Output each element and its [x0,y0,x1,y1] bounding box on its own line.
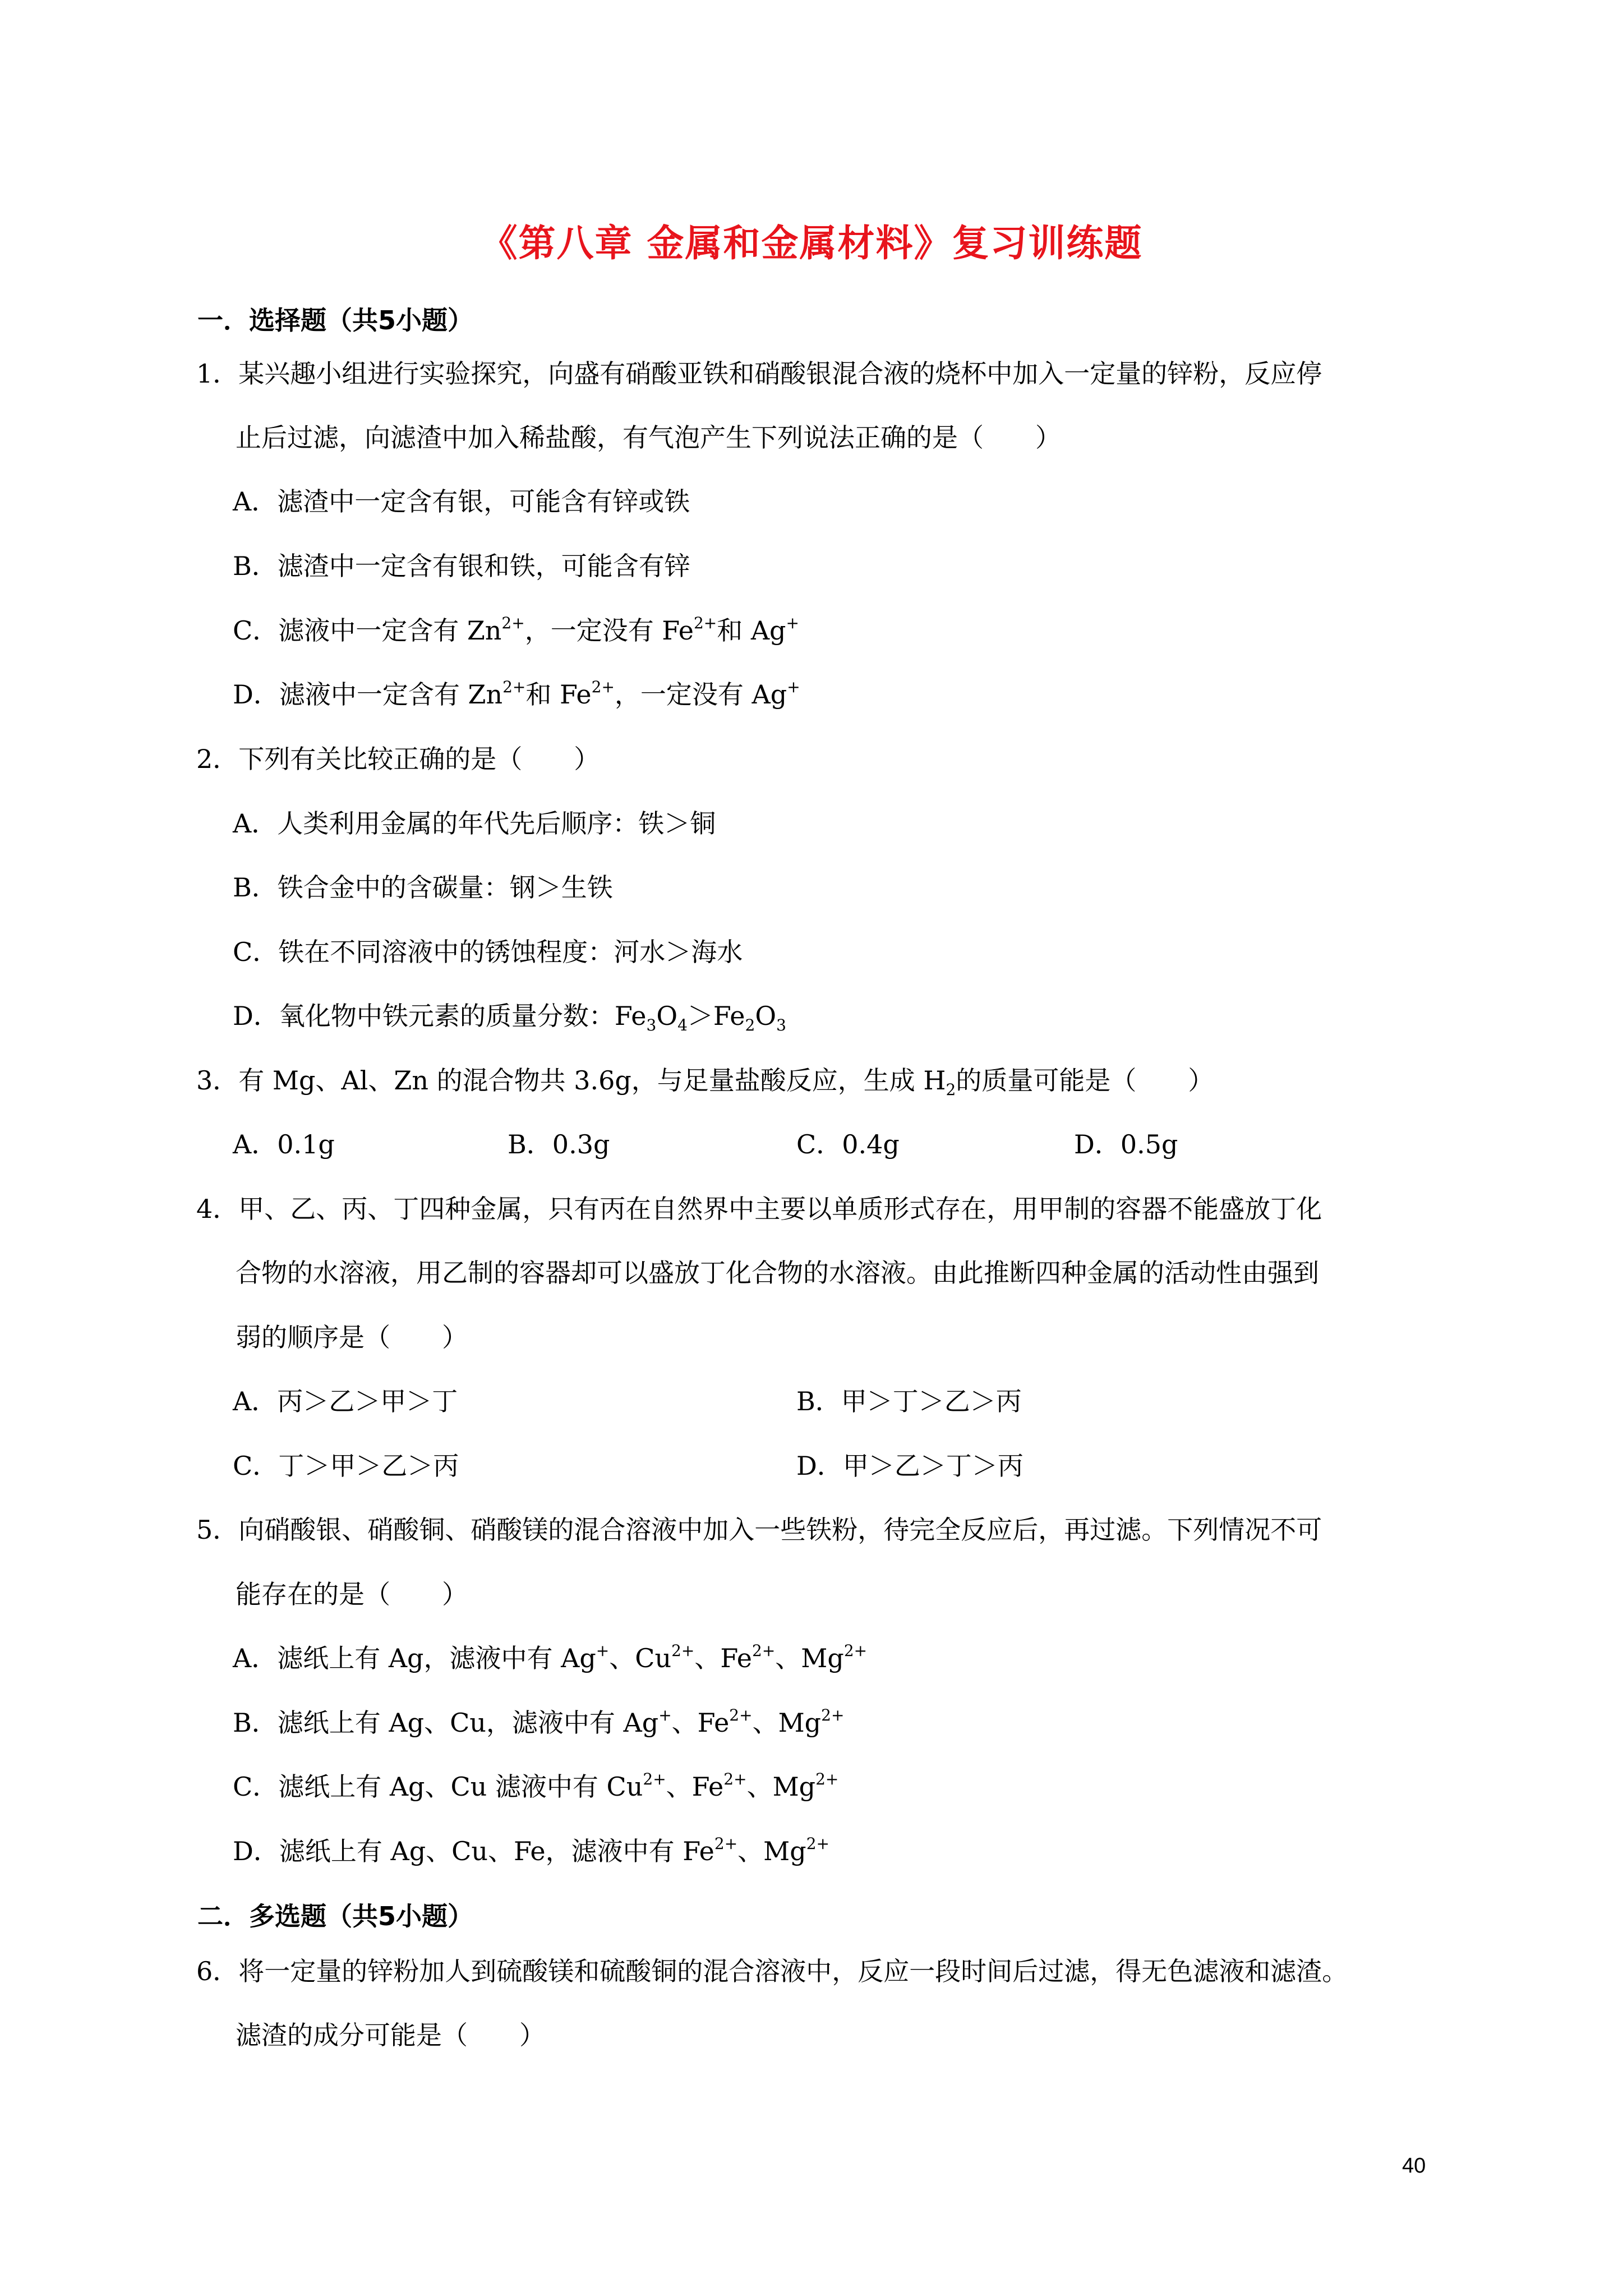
question-3-option-c: C．0.4g [796,1129,900,1159]
question-4-line-2: 合物的水溶液，用乙制的容器却可以盛放丁化合物的水溶液。由此推断四种金属的活动性由强到 [236,1258,1319,1288]
question-5-line-1: 5．向硝酸银、硝酸铜、硝酸镁的混合溶液中加入一些铁粉，待完全反应后，再过滤。下列情况不可 [196,1515,1322,1545]
question-4-option-d: D．甲＞乙＞丁＞丙 [796,1451,1023,1481]
question-1-option-c: C．滤液中一定含有 $Zn^{2+}$，一定没有 $Fe^{2+}$和 Ag+ [233,614,799,646]
question-3-option-b: B．0.3g [508,1129,610,1159]
question-2-option-c: C．铁在不同溶液中的锈蚀程度：河水＞海水 [233,937,743,967]
question-2-option-a: A．人类利用金属的年代先后顺序：铁＞铜 [233,808,716,839]
question-4-option-b: B．甲＞丁＞乙＞丙 [796,1386,1022,1416]
question-6-line-1: 6．将一定量的锌粉加人到硫酸镁和硫酸铜的混合溶液中，反应一段时间后过滤，得无色滤液和滤渣。 [196,1956,1348,1986]
question-5-option-d: D．滤纸上有 Ag、Cu、Fe，滤液中有 $Fe^{2+}$、$Mg^{2+}$ [233,1834,829,1866]
question-5-line-2: 能存在的是（ ） [236,1579,468,1609]
question-5-option-c: C．滤纸上有 Ag、Cu 滤液中有 $Cu^{2+}$、$Fe^{2+}$、$Mg^{2+}$ [233,1770,839,1802]
question-6-line-2: 滤渣的成分可能是（ ） [236,2020,545,2050]
question-3-line-1: 3．有 Mg、Al、Zn 的混合物共 3.6g，与足量盐酸反应，生成 $H_2$的质量可能是（ ） [196,1065,1214,1099]
question-2-line-1: 2．下列有关比较正确的是（ ） [196,744,600,774]
question-1-line-1: 1．某兴趣小组进行实验探究，向盛有硝酸亚铁和硝酸银混合液的烧杯中加入一定量的锌粉，反应停 [196,358,1322,389]
question-5-option-a: A．滤纸上有 Ag，滤液中有 Ag+、$Cu^{2+}$、$Fe^{2+}$、$Mg^{2+}$ [233,1641,868,1673]
question-1-option-b: B．滤渣中一定含有银和铁，可能含有锌 [233,551,690,581]
question-3-option-a: A．0.1g [233,1129,335,1159]
question-4-line-1: 4．甲、乙、丙、丁四种金属，只有丙在自然界中主要以单质形式存在，用甲制的容器不能盛放丁化 [196,1194,1322,1224]
question-4-option-c: C．丁＞甲＞乙＞丙 [233,1451,459,1481]
question-3-option-d: D．0.5g [1074,1129,1178,1159]
question-2-option-d: D．氧化物中铁元素的质量分数：$Fe_3O_4>Fe_2O_3$ [233,1001,786,1034]
page-number: 40 [1402,2154,1426,2178]
section-heading-multi-select: 二．多选题（共5小题） [197,1901,474,1931]
document-title: 《第八章 金属和金属材料》复习训练题 [480,222,1143,265]
question-2-option-b: B．铁合金中的含碳量：钢＞生铁 [233,872,613,903]
question-4-line-3: 弱的顺序是（ ） [236,1322,468,1352]
question-1-option-d: D．滤液中一定含有 $Zn^{2+}$和 $Fe^{2+}$，一定没有 Ag+ [233,678,800,710]
question-1-option-a: A．滤渣中一定含有银，可能含有锌或铁 [233,486,690,517]
question-4-option-a: A．丙＞乙＞甲＞丁 [233,1386,458,1416]
question-5-option-b: B．滤纸上有 Ag、Cu，滤液中有 Ag+、$Fe^{2+}$、$Mg^{2+}$ [233,1706,845,1738]
section-heading-multiple-choice: 一．选择题（共5小题） [197,305,474,335]
question-1-line-2: 止后过滤，向滤渣中加入稀盐酸，有气泡产生下列说法正确的是（ ） [236,422,1061,453]
